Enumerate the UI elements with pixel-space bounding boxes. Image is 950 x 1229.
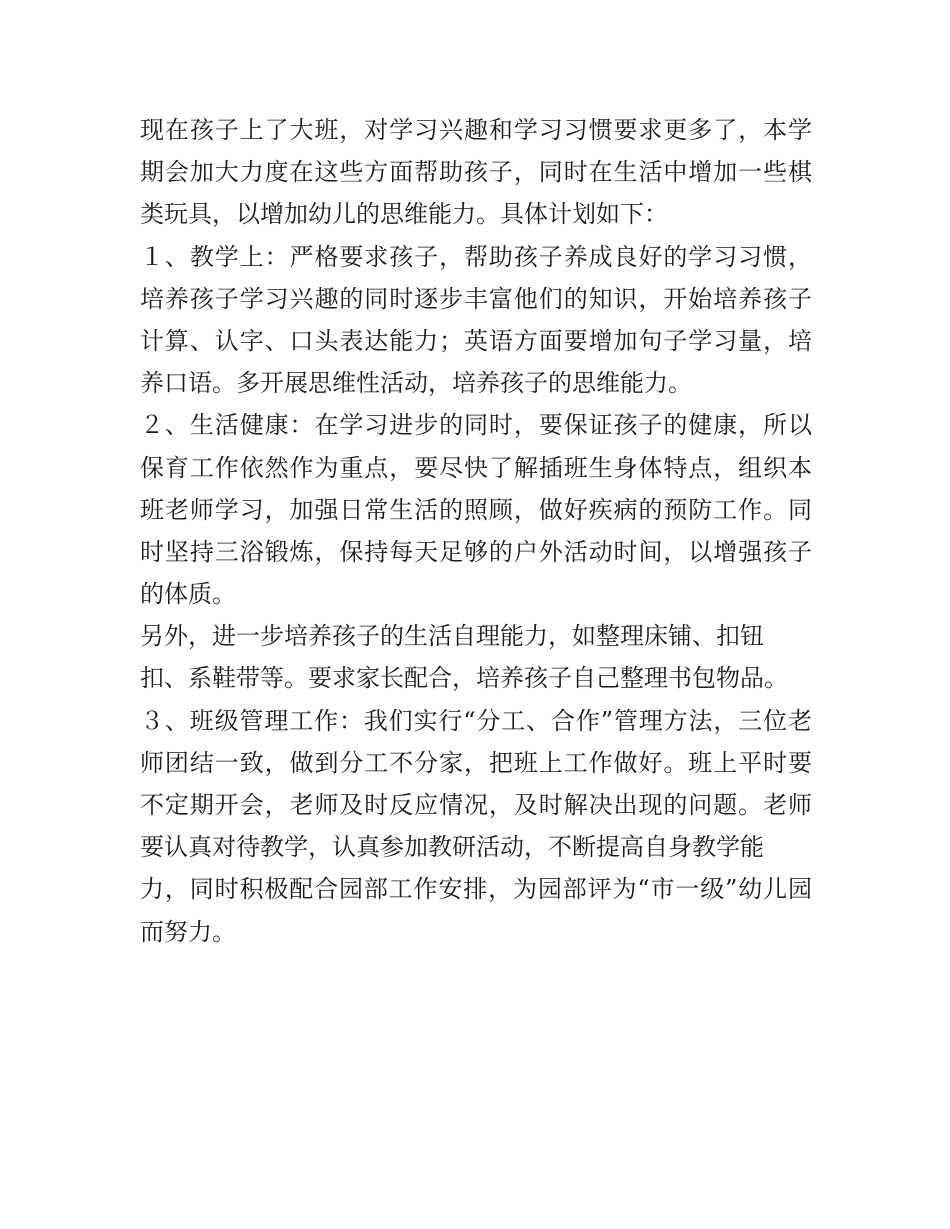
document-body (140, 109, 812, 953)
text-line: 计算、认字、口头表达能力；英语方面要增加句子学习量，培 (140, 326, 812, 355)
text-line: 养口语。多开展思维性活动，培养孩子的思维能力。 (140, 369, 692, 398)
text-line: 扣、系鞋带等。要求家长配合，培养孩子自己整理书包物品。 (140, 664, 788, 693)
text-line: 的体质。 (140, 580, 236, 609)
text-line: 培养孩子学习兴趣的同时逐步丰富他们的知识，开始培养孩子 (140, 284, 812, 313)
text-line: 另外，进一步培养孩子的生活自理能力，如整理床铺、扣钮 (140, 622, 764, 651)
text-line: 不定期开会，老师及时反应情况，及时解决出现的问题。老师 (140, 791, 812, 819)
text-line: 期会加大力度在这些方面帮助孩子，同时在生活中增加一些棋 (140, 158, 812, 187)
text-line: 师团结一致，做到分工不分家，把班上工作做好。班上平时要 (140, 748, 812, 777)
text-line: 要认真对待教学，认真参加教研活动，不断提高自身教学能 (140, 833, 764, 862)
text-line: 类玩具，以增加幼儿的思维能力。具体计划如下： (140, 200, 668, 229)
text-line: ３、班级管理工作：我们实行“分工、合作”管理方法，三位老 (140, 706, 812, 735)
text-line: 班老师学习，加强日常生活的照顾，做好疾病的预防工作。同 (140, 495, 812, 524)
text-line: ２、生活健康：在学习进步的同时，要保证孩子的健康，所以 (140, 411, 812, 440)
text-line: 保育工作依然作为重点，要尽快了解插班生身体特点，组织本 (140, 453, 812, 482)
text-line: 力，同时积极配合园部工作安排，为园部评为“市一级”幼儿园 (140, 875, 812, 904)
text-line: 现在孩子上了大班，对学习兴趣和学习习惯要求更多了，本学 (140, 116, 812, 144)
text-line: 而努力。 (140, 917, 236, 946)
text-line: 时坚持三浴锻炼，保持每天足够的户外活动时间，以增强孩子 (140, 537, 812, 566)
text-line: １、教学上：严格要求孩子，帮助孩子养成良好的学习习惯， (140, 242, 812, 271)
